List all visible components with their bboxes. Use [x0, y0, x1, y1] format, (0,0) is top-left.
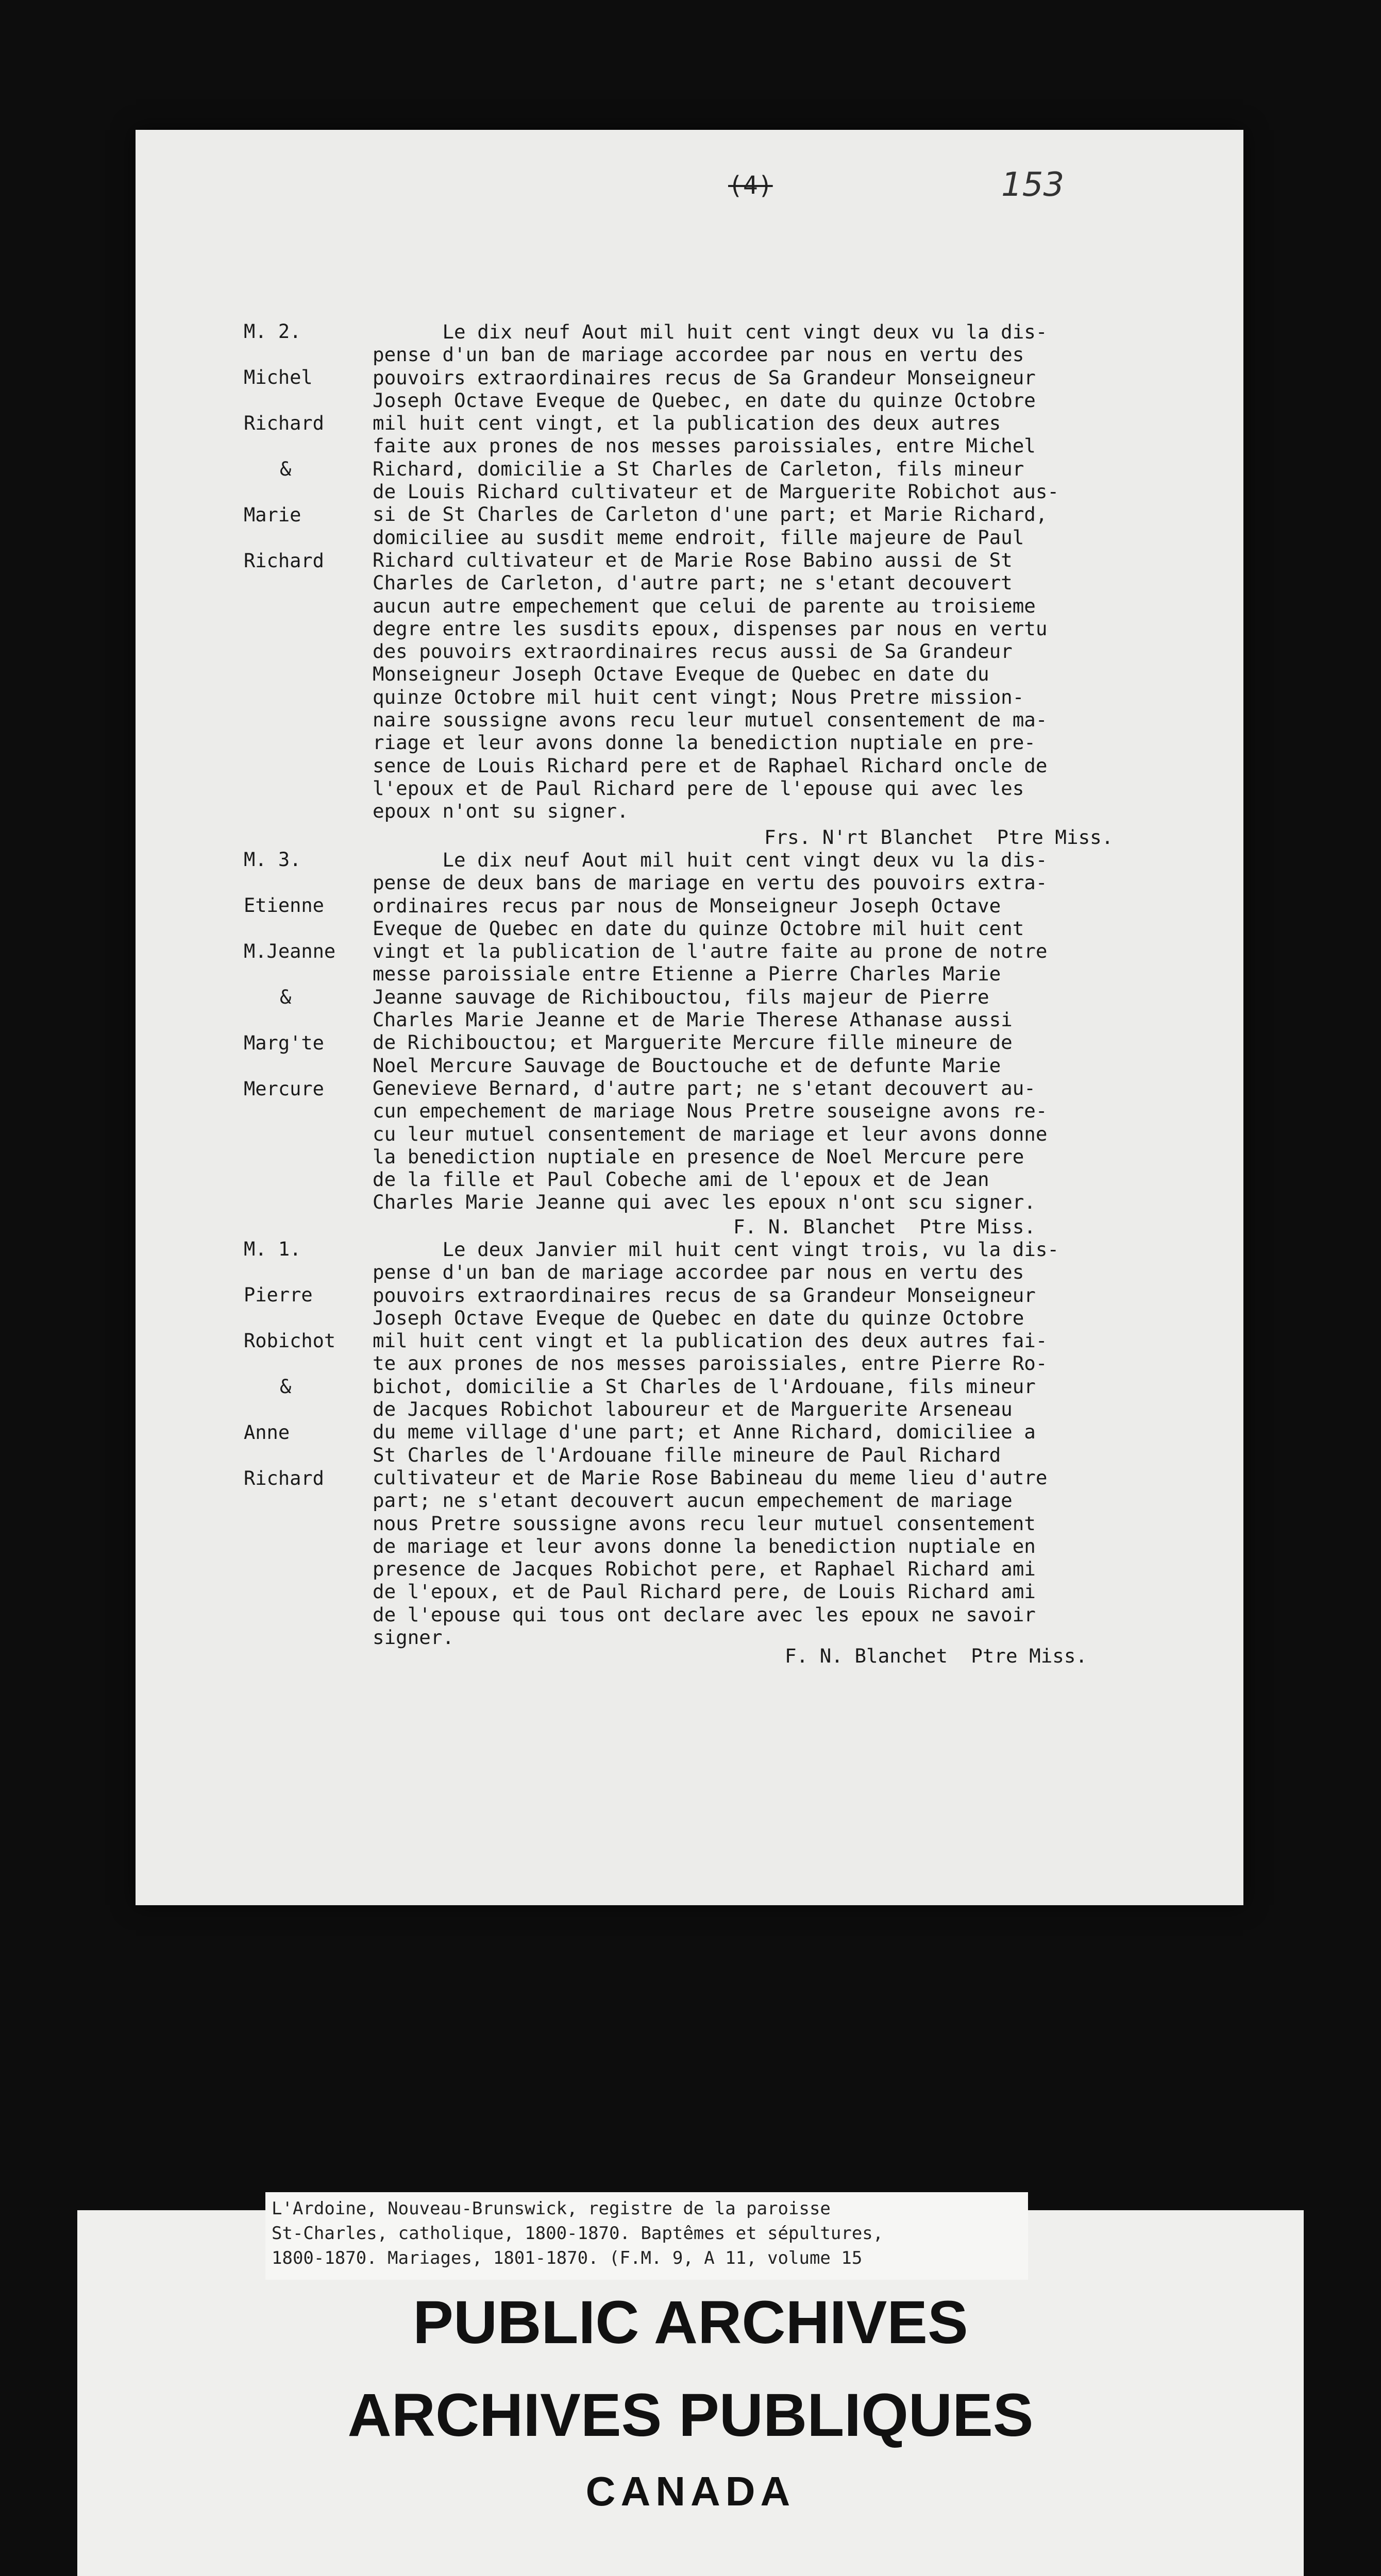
text-line: riage et leur avons donne la benediction nuptiale en pre- [373, 731, 1036, 754]
margin-line: Richard [244, 412, 324, 434]
text-line: Charles Marie Jeanne qui avec les epoux n'ont scu signer. [373, 1191, 1036, 1214]
text-line: epoux n'ont su signer. [373, 800, 629, 823]
text-line: Le deux Janvier mil huit cent vingt trois, vu la dis- [373, 1238, 1059, 1261]
caption-line: 1800-1870. Mariages, 1801-1870. (F.M. 9, A 11, volume 15 [272, 2248, 863, 2268]
text-line: faite aux prones de nos messes paroissiales, entre Michel [373, 434, 1036, 457]
text-line: pouvoirs extraordinaires recus de Sa Grandeur Monseigneur [373, 366, 1036, 389]
text-line: Joseph Octave Eveque de Quebec en date du quinze Octobre [373, 1306, 1024, 1329]
entry-text [373, 320, 1218, 823]
text-line: Le dix neuf Aout mil huit cent vingt deux vu la dis- [373, 320, 1048, 343]
entry-margin [244, 849, 373, 1124]
text-line: naire soussigne avons recu leur mutuel consentement de ma- [373, 708, 1048, 732]
text-line: Eveque de Quebec en date du quinze Octobre mil huit cent [373, 917, 1024, 940]
priest-signature: Frs. N'rt Blanchet Ptre Miss. [764, 826, 1114, 849]
text-line: pense d'un ban de mariage accordee par nous en vertu des [373, 343, 1024, 366]
text-line: mil huit cent vingt, et la publication des deux autres [373, 412, 1001, 435]
text-line: domiciliee au susdit meme endroit, fille majeure de Paul [373, 526, 1024, 549]
text-line: l'epoux et de Paul Richard pere de l'epouse qui avec les [373, 776, 1024, 800]
margin-line: Anne [244, 1421, 290, 1444]
text-line: mil huit cent vingt et la publication des deux autres fai- [373, 1329, 1048, 1352]
archives-title-fr: ARCHIVES PUBLIQUES [347, 2381, 1034, 2449]
text-line: cun empechement de mariage Nous Pretre souseigne avons re- [373, 1099, 1048, 1123]
text-line: de mariage et leur avons donne la benediction nuptiale en [373, 1534, 1036, 1557]
text-line: Le dix neuf Aout mil huit cent vingt deux vu la dis- [373, 849, 1048, 871]
text-line: cultivateur et de Marie Rose Babineau du meme lieu d'autre [373, 1466, 1048, 1489]
text-line: messe paroissiale entre Etienne a Pierre Charles Marie [373, 962, 1001, 986]
text-line: pouvoirs extraordinaires recus de sa Grandeur Monseigneur [373, 1283, 1036, 1307]
margin-line: M. 1. [244, 1238, 301, 1260]
text-line: de l'epouse qui tous ont declare avec les epoux ne savoir [373, 1603, 1036, 1626]
margin-line: Robichot [244, 1330, 336, 1352]
text-line: Monseigneur Joseph Octave Eveque de Quebec en date du [373, 663, 989, 686]
text-line: pense de deux bans de mariage en vertu des pouvoirs extra- [373, 871, 1048, 894]
text-line: si de St Charles de Carleton d'une part; et Marie Richard, [373, 503, 1048, 526]
margin-line: Richard [244, 1467, 324, 1489]
text-line: Richard, domicilie a St Charles de Carleton, fils mineur [373, 457, 1024, 480]
margin-line: Richard [244, 550, 324, 572]
text-line: du meme village d'une part; et Anne Richard, domiciliee a [373, 1420, 1036, 1444]
priest-signature: F. N. Blanchet Ptre Miss. [733, 1215, 1036, 1238]
text-line: cu leur mutuel consentement de mariage et leur avons donne [373, 1122, 1048, 1145]
margin-line: & [280, 986, 292, 1008]
margin-line: Marg'te [244, 1032, 324, 1054]
text-line: de Jacques Robichot laboureur et de Marguerite Arseneau [373, 1398, 1013, 1421]
text-line: ordinaires recus par nous de Monseigneur Joseph Octave [373, 894, 1001, 917]
caption-line: St-Charles, catholique, 1800-1870. Baptêmes et sépultures, [272, 2223, 884, 2244]
text-line: bichot, domicilie a St Charles de l'Ardouane, fils mineur [373, 1375, 1036, 1398]
priest-signature: F. N. Blanchet Ptre Miss. [785, 1645, 1087, 1667]
archives-country: CANADA [585, 2468, 796, 2514]
text-line: aucun autre empechement que celui de parente au troisieme [373, 594, 1036, 617]
margin-line: M. 2. [244, 320, 301, 343]
archives-title-en: PUBLIC ARCHIVES [413, 2289, 968, 2357]
text-line: presence de Jacques Robichot pere, et Raphael Richard ami [373, 1557, 1036, 1581]
text-line: Noel Mercure Sauvage de Bouctouche et de defunte Marie [373, 1054, 1001, 1077]
text-line: Charles Marie Jeanne et de Marie Therese Athanase aussi [373, 1008, 1013, 1031]
margin-line: & [280, 1376, 292, 1398]
entry-margin [244, 1238, 373, 1513]
margin-line: M. 3. [244, 849, 301, 871]
text-line: de Louis Richard cultivateur et de Marguerite Robichot aus- [373, 480, 1059, 503]
text-line: quinze Octobre mil huit cent vingt; Nous Pretre mission- [373, 685, 1024, 708]
margin-line: & [280, 458, 292, 480]
text-line: signer. [373, 1626, 454, 1649]
text-line: des pouvoirs extraordinaires recus aussi de Sa Grandeur [373, 640, 1013, 663]
text-line: la benediction nuptiale en presence de Noel Mercure pere [373, 1145, 1024, 1168]
entry-margin [244, 320, 373, 596]
margin-line: Michel [244, 366, 313, 388]
margin-line: Mercure [244, 1078, 324, 1100]
text-line: de la fille et Paul Cobeche ami de l'epoux et de Jean [373, 1168, 989, 1191]
margin-line: Etienne [244, 894, 324, 917]
text-line: part; ne s'etant decouvert aucun empechement de mariage [373, 1489, 1013, 1512]
text-line: Jeanne sauvage de Richibouctou, fils majeur de Pierre [373, 985, 989, 1008]
text-line: pense d'un ban de mariage accordee par nous en vertu des [373, 1261, 1024, 1284]
text-line: Richard cultivateur et de Marie Rose Babino aussi de St [373, 548, 1013, 571]
text-line: sence de Louis Richard pere et de Raphael Richard oncle de [373, 754, 1048, 777]
text-line: Charles de Carleton, d'autre part; ne s'etant decouvert [373, 571, 1013, 595]
text-line: te aux prones de nos messes paroissiales, entre Pierre Ro- [373, 1352, 1048, 1375]
text-line: Joseph Octave Eveque de Quebec, en date du quinze Octobre [373, 388, 1036, 412]
text-line: vingt et la publication de l'autre faite au prone de notre [373, 940, 1048, 963]
margin-line: Pierre [244, 1284, 313, 1306]
entry-text [373, 849, 1218, 1214]
caption-line: L'Ardoine, Nouveau-Brunswick, registre de la paroisse [272, 2198, 831, 2219]
document-page [136, 130, 1243, 1905]
text-line: de l'epoux, et de Paul Richard pere, de Louis Richard ami [373, 1580, 1036, 1603]
page-number-struck: (4) [728, 171, 773, 200]
text-line: Genevieve Bernard, d'autre part; ne s'etant decouvert au- [373, 1076, 1036, 1099]
text-line: de Richibouctou; et Marguerite Mercure fille mineure de [373, 1031, 1013, 1054]
margin-line: M.Jeanne [244, 940, 336, 962]
text-line: St Charles de l'Ardouane fille mineure de Paul Richard [373, 1443, 1001, 1466]
text-line: nous Pretre soussigne avons recu leur mutuel consentement [373, 1512, 1036, 1535]
margin-line: Marie [244, 504, 301, 526]
source-caption [265, 2192, 1028, 2280]
text-line: degre entre les susdits epoux, dispenses par nous en vertu [373, 617, 1048, 640]
page-number-handwritten: 153 [1001, 166, 1065, 204]
entry-text [373, 1238, 1218, 1649]
